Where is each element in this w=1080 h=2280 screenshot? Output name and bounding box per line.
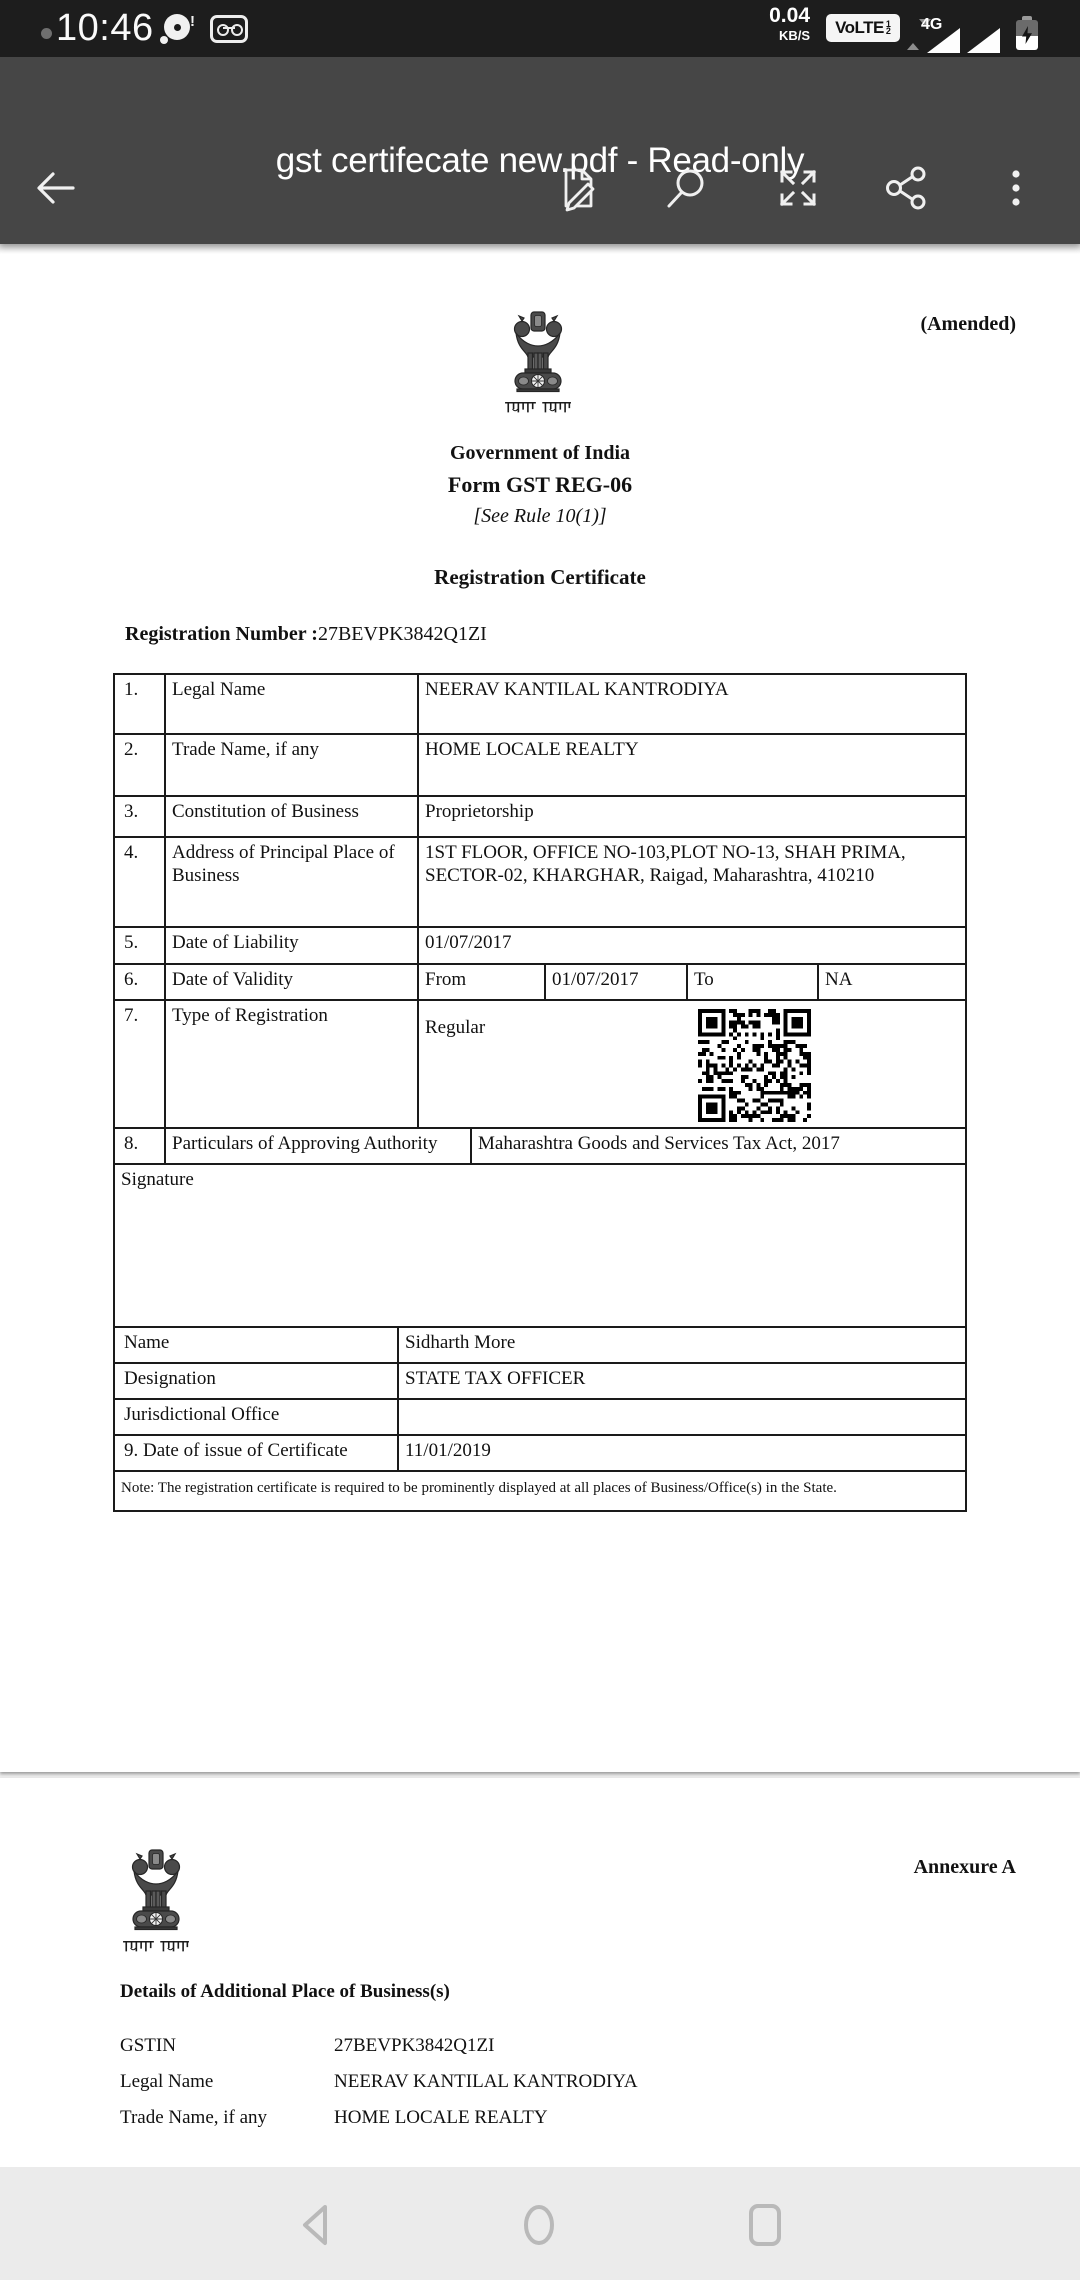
row-value: HOME LOCALE REALTY [425,739,639,760]
row-label: Date of Liability [166,928,419,963]
data-activity-icon [907,26,920,44]
note-text: Note: The registration certificate is required to be prominently displayed at all places of Business/Office(s) in the State. [121,1480,837,1496]
row-value [399,1400,965,1434]
india-emblem [126,1838,186,1938]
jurisdictional-office-row [115,1400,965,1436]
pdf-page-2[interactable] [0,1778,1080,2167]
certificate-title: Registration Certificate [434,565,646,589]
issue-date-row [115,1436,965,1472]
annotate-button[interactable] [554,164,602,212]
government-heading: Government of India [450,442,630,464]
row-label: Constitution of Business [166,797,419,836]
rule-reference: [See Rule 10(1)] [473,505,607,527]
row-value: 01/07/2017 [425,932,512,953]
table-row [115,735,965,797]
row-label: Legal Name [166,675,419,733]
officer-name-row [115,1328,965,1364]
table-row [115,838,965,928]
india-emblem [508,300,568,400]
validity-to-value: NA [825,969,853,990]
registration-table [113,673,967,1512]
additional-places-heading: Details of Additional Place of Business(s) [120,1981,450,2002]
row-label: Particulars of Approving Authority [166,1129,472,1163]
field-label: Trade Name, if any [120,2107,268,2128]
pdf-page-1[interactable] [0,244,1080,1772]
row-number: 1. [115,675,166,733]
field-label: GSTIN [120,2035,176,2056]
satyameva-jayate-motto [122,1939,190,1953]
fullscreen-button[interactable] [774,164,822,212]
nav-back-button[interactable] [294,2201,342,2249]
registration-number-label: Registration Number : [125,623,318,645]
volte-icon: VoLTE 1 2 [826,14,900,42]
row-value: STATE TAX OFFICER [405,1368,586,1389]
network-type-label: 4G [921,16,943,33]
field-label: Legal Name [120,2071,214,2092]
row-value: 1ST FLOOR, OFFICE NO-103,PLOT NO-13, SHAH PRIMA, SECTOR-02, KHARGHAR, Raigad, Maharashtra, 410210 [425,842,906,886]
table-row-registration-type [115,1001,965,1129]
annexure-label: Annexure A [913,1856,1016,1878]
table-row [115,675,965,735]
row-number: 5. [115,928,166,963]
validity-to-label: To [688,965,819,999]
android-navigation-bar [0,2167,1080,2280]
overflow-menu-button[interactable] [992,164,1040,212]
table-row [115,928,965,965]
row-number: 8. [115,1129,166,1163]
row-value: NEERAV KANTILAL KANTRODIYA [425,679,729,700]
field-value: NEERAV KANTILAL KANTRODIYA [334,2071,638,2092]
table-row [115,797,965,838]
row-value: Maharashtra Goods and Services Tax Act, 2017 [478,1133,840,1154]
notification-dot-icon [41,28,52,39]
network-speed: 0.04 KB/S [769,4,810,43]
nav-recents-button[interactable] [741,2201,789,2249]
gstin-field [120,2035,920,2057]
field-value: 27BEVPK3842Q1ZI [334,2035,495,2056]
validity-from-value: 01/07/2017 [546,965,688,999]
row-label: Name [115,1328,399,1362]
battery-charging-icon [1016,16,1038,50]
amended-label: (Amended) [920,313,1016,335]
row-number: 6. [115,965,166,999]
row-number: 2. [115,735,166,795]
share-button[interactable] [883,164,931,212]
signature-label: Signature [121,1169,194,1190]
legal-name-field [120,2071,920,2093]
row-number: 7. [115,1001,166,1127]
signature-row [115,1165,965,1328]
registration-type-cell [419,1001,965,1127]
satyameva-jayate-motto [504,400,572,414]
row-value: Proprietorship [425,801,534,822]
row-label: Date of Validity [166,965,419,999]
row-label: Designation [115,1364,399,1398]
row-label: Type of Registration [166,1001,419,1127]
note-row [115,1472,965,1510]
registration-number-value: 27BEVPK3842Q1ZI [317,623,487,645]
validity-from-label: From [419,965,546,999]
row-number: 3. [115,797,166,836]
field-value: HOME LOCALE REALTY [334,2107,548,2128]
nav-home-button[interactable] [515,2201,563,2249]
table-row-approving-authority [115,1129,965,1165]
table-row-validity [115,965,965,1001]
qr-code [698,1009,811,1122]
officer-designation-row [115,1364,965,1400]
row-value: Sidharth More [405,1332,516,1353]
document-title: gst certifecate new.pdf - Read-only [275,141,805,180]
row-label: Address of Principal Place of Business [166,838,419,926]
form-name: Form GST REG-06 [447,472,633,497]
recorder-notification-icon [210,15,248,43]
trade-name-field [120,2107,920,2129]
app-bar [0,57,1080,244]
status-bar [0,0,1080,57]
row-label: Jurisdictional Office [115,1400,399,1434]
registration-number-line [125,623,487,646]
row-number: 4. [115,838,166,926]
row-label: 9. Date of issue of Certificate [115,1436,399,1470]
media-notification-icon: ! [160,13,192,45]
signal-strength-icon-sim2 [967,28,1000,53]
registration-type-value: Regular [425,1017,486,1038]
back-button[interactable] [31,164,79,212]
row-label: Trade Name, if any [166,735,419,795]
clock: 10:46 [56,7,154,49]
row-value: 11/01/2019 [405,1440,491,1461]
search-button[interactable] [662,164,710,212]
